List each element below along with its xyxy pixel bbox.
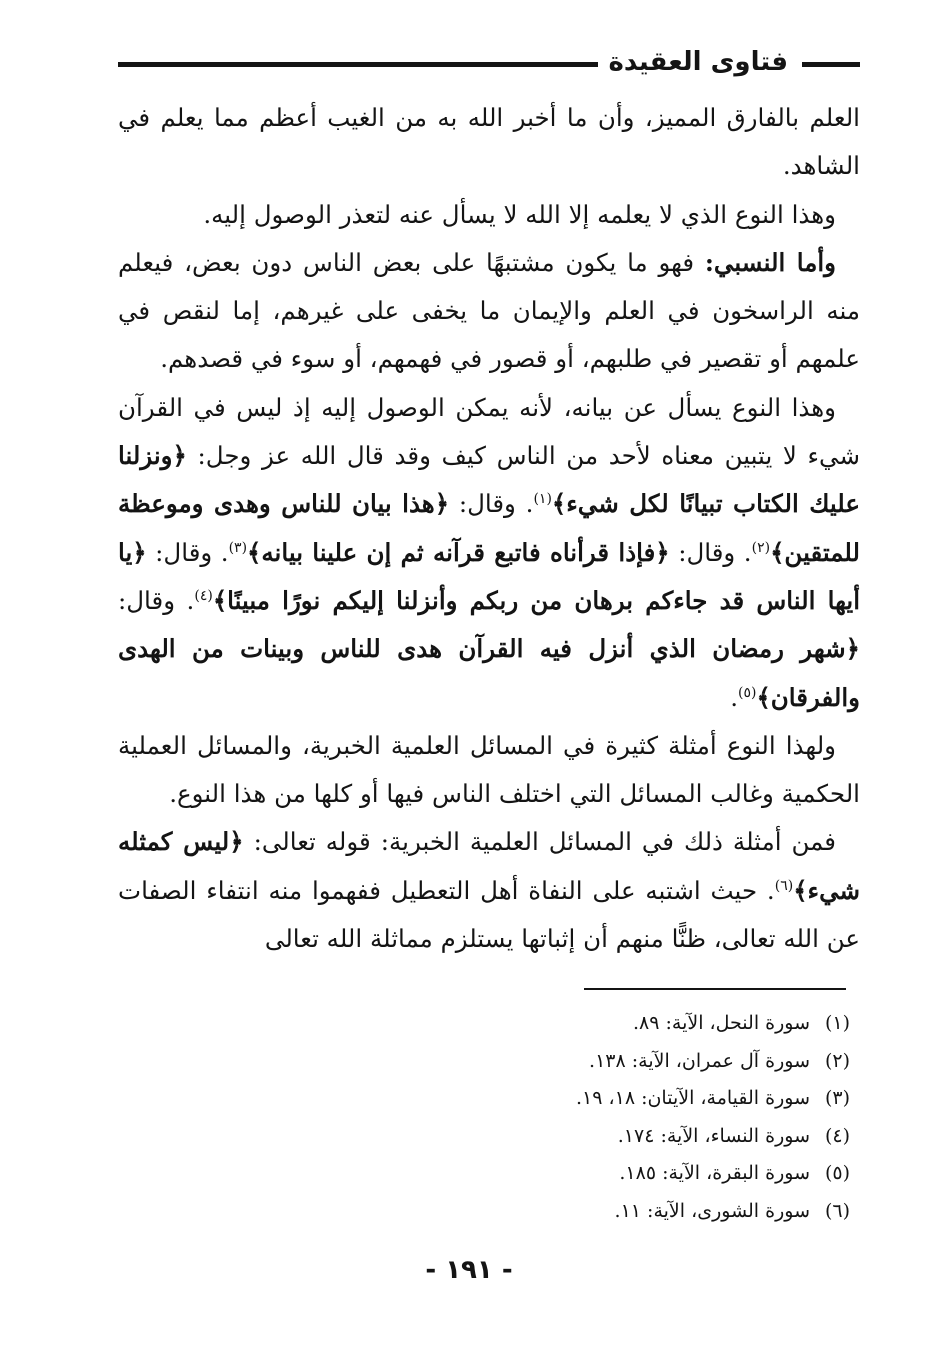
verse-3: ﴿فإذا قرأناه فاتبع قرآنه ثم إن علينا بيانه﴾	[247, 537, 670, 567]
footnote-ref-6[interactable]: (٦)	[774, 877, 794, 894]
paragraph-3-text: فهو ما يكون مشتبهًا على بعض الناس دون بعض، فيعلم منه الراسخون في العلم والإيمان ما يخفى على غيرهم، إما لنقص في علمهم أو تقصير في طلبهم، أو قصور في فهمهم، أو سوء في قصدهم.	[118, 247, 860, 374]
footnote-item	[290, 1043, 850, 1081]
paragraph-3-lead: وأما النسبي:	[704, 247, 836, 277]
book-title: فتاوى العقيدة	[608, 47, 788, 77]
footnote-text: سورة النحل، الآية: ٨٩.	[632, 1012, 810, 1034]
paragraph-6-rest: حيث اشتبه على النفاة أهل التعطيل ففهموا منه انتفاء الصفات عن الله تعالى، ظنًّا منهم أن إثباتها يستلزم مماثلة الله تعالى	[118, 875, 860, 954]
footnote-number: (٥)	[824, 1162, 850, 1184]
footnote-number: (٣)	[824, 1087, 850, 1109]
footnote-text: سورة الشورى، الآية: ١١.	[614, 1199, 810, 1222]
said-2: وقال:	[678, 537, 736, 567]
main-text	[118, 94, 860, 963]
footnote-separator	[584, 988, 846, 990]
paragraph-3	[118, 239, 860, 384]
footnote-ref-3[interactable]: (٣)	[228, 539, 248, 556]
footnote-number: (١)	[824, 1012, 850, 1034]
verse-4: ﴿يا أيها الناس قد جاءكم برهان من ربكم وأنزلنا إليكم نورًا مبينًا﴾	[118, 537, 860, 615]
paragraph-1: العلم بالفارق المميز، وأن ما أخبر الله به من الغيب أعظم مما يعلم في الشاهد.	[118, 103, 860, 181]
paragraph-2: وهذا النوع الذي لا يعلمه إلا الله لا يسأل عنه لتعذر الوصول إليه.	[203, 199, 836, 229]
verse-2: ﴿هذا بيان للناس وهدى وموعظة للمتقين﴾	[118, 489, 861, 567]
said-1: وقال:	[458, 489, 516, 519]
verse-6: ﴿ليس كمثله شيء﴾	[118, 827, 861, 905]
page-number: - ١٩١ -	[425, 1255, 513, 1285]
footnote-text: سورة البقرة، الآية: ١٨٥.	[619, 1162, 810, 1184]
paragraph-6-intro: فمن أمثلة ذلك في المسائل العلمية الخبرية: قوله تعالى:	[253, 827, 836, 857]
footnote-item	[290, 1005, 850, 1043]
footnote-text: سورة القيامة، الآيتان: ١٨، ١٩.	[575, 1087, 810, 1109]
footnote-ref-5[interactable]: (٥)	[737, 684, 757, 701]
footnote-text: سورة آل عمران، الآية: ١٣٨.	[589, 1049, 810, 1072]
verse-1: ﴿ونزلنا عليك الكتاب تبيانًا لكل شيء﴾	[118, 441, 861, 519]
header-rule-short	[802, 62, 860, 67]
paragraph-4: وهذا النوع يسأل عن بيانه، لأنه يمكن الوصول إليه إذ ليس في القرآن شيء لا يتبين معناه لأحد من الناس كيف وقد قال الله عز وجل: ﴿ونزلنا عليك الكتاب تبيانًا لكل شيء﴾$^{(١)}$. وقال: ﴿هذا بيان للناس وهدى وموعظة للمتقين﴾$^{(٢)}$. وقال: ﴿فإذا قرأناه فاتبع قرآنه ثم إن علينا بيانه﴾$^{(٣)}$. وقال: ﴿يا أيها الناس قد جاءكم برهان من ربكم وأنزلنا إليكم نورًا مبينًا﴾$^{(٤)}$. وقال: ﴿شهر رمضان الذي أنزل فيه القرآن هدى للناس وبينات من الهدى والفرقان﴾$^{(٥)}$.	[118, 392, 861, 712]
footnote-ref-2[interactable]: (٢)	[751, 539, 771, 556]
running-header	[118, 40, 860, 84]
paragraph-6: فمن أمثلة ذلك في المسائل العلمية الخبرية: قوله تعالى: ﴿ليس كمثله شيء﴾$^{(٦)}$. حيث اشتبه على النفاة أهل التعطيل ففهموا منه انتفاء الصفات عن الله تعالى، ظنًّا منهم أن إثباتها يستلزم مماثلة الله تعالى	[118, 827, 861, 954]
footnote-number: (٤)	[824, 1124, 850, 1147]
footnote-ref-4[interactable]: (٤)	[194, 587, 213, 604]
footnote-number: (٦)	[824, 1199, 850, 1222]
verse-5: ﴿شهر رمضان الذي أنزل فيه القرآن هدى للناس وبينات من الهدى والفرقان﴾	[118, 634, 860, 712]
footnote-item	[290, 1155, 850, 1193]
header-rule-long	[118, 62, 598, 67]
footnote-number: (٢)	[824, 1049, 850, 1072]
footnote-text: سورة النساء، الآية: ١٧٤.	[617, 1124, 810, 1147]
paragraph-4-intro: وهذا النوع يسأل عن بيانه، لأنه يمكن الوصول إليه إذ ليس في القرآن شيء لا يتبين معناه لأحد من الناس كيف وقد قال الله عز وجل:	[118, 392, 860, 471]
paragraph-5: ولهذا النوع أمثلة كثيرة في المسائل العلمية الخبرية، والمسائل العملية الحكمية وغالب المسائل التي اختلف الناس فيها أو كلها من هذا النوع.	[118, 730, 860, 809]
footnote-ref-1[interactable]: (١)	[533, 491, 552, 508]
footnote-item	[290, 1193, 850, 1231]
footnote-item	[290, 1118, 850, 1156]
said-4: وقال:	[118, 585, 176, 615]
footnote-item	[290, 1080, 850, 1118]
footnotes-list	[290, 1005, 850, 1230]
said-3: وقال:	[155, 537, 213, 567]
